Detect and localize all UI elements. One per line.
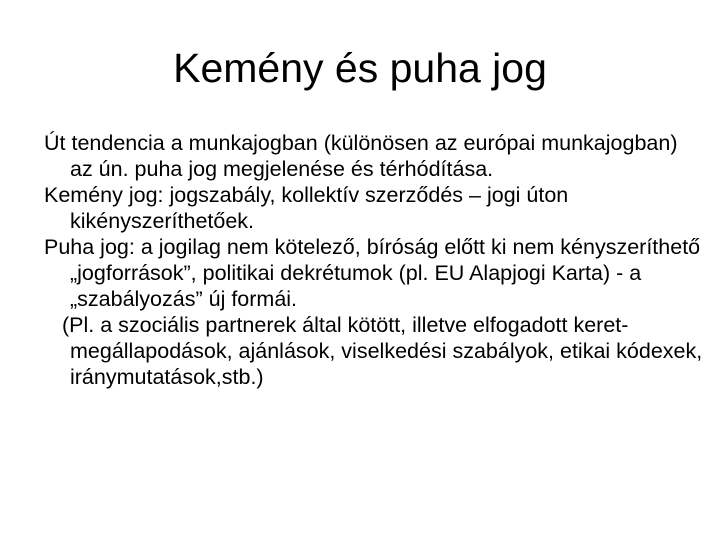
paragraph-soft-law: Puha jog: a jogilag nem kötelező, bíróság előtt ki nem kényszeríthető „jogforrások”, politikai dekrétumok (pl. EU Alapjogi Karta) - a „szabályozás” új formái. (44, 235, 701, 311)
paragraph-hard-law: Kemény jog: jogszabály, kollektív szerződés – jogi úton kikényszeríthetőek. (44, 183, 569, 233)
paragraph-trend: Út tendencia a munkajogban (különösen az európai munkajogban) az ún. puha jog megjelenése és térhódítása. (44, 131, 678, 181)
slide-title: Kemény és puha jog (173, 45, 547, 91)
paragraph-examples: (Pl. a szociális partnerek által kötött, illetve elfogadott keret-megállapodások, ajánlások, viselkedési szabályok, etikai kódexek, iránymutatások,stb.) (62, 313, 703, 389)
slide-body (44, 130, 704, 390)
